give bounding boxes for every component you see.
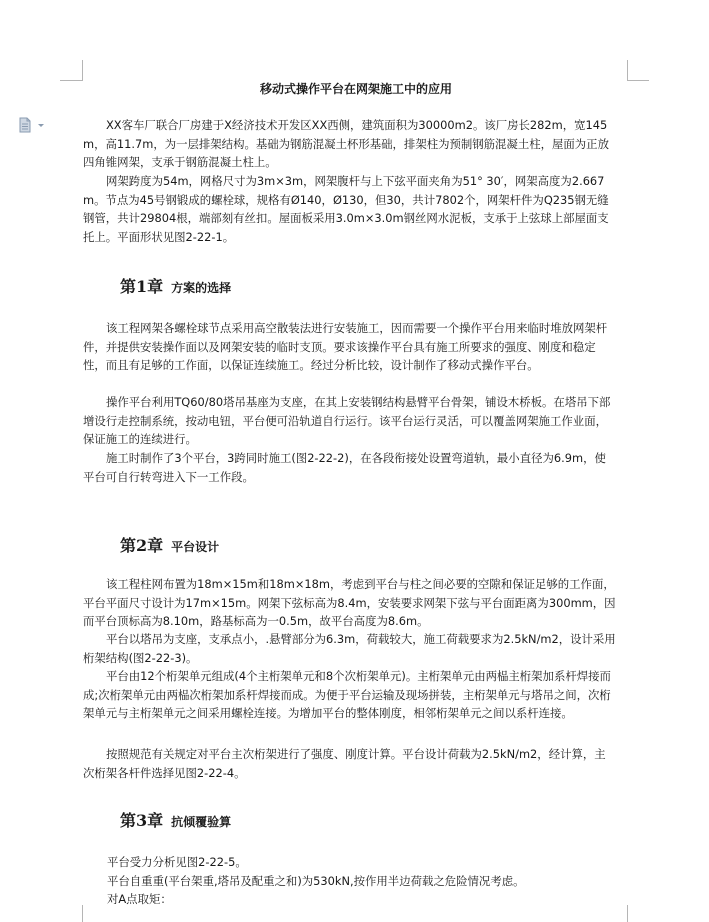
document-title: 移动式操作平台在网架施工中的应用 <box>259 82 452 96</box>
crop-mark-top-right-v <box>627 60 628 81</box>
chapter-number: 第1章 <box>120 277 164 296</box>
chapter-1-paragraph-2: 操作平台利用TQ60/80塔吊基座为支座，在其上安装钢结构悬臂平台骨架，铺设木桥板。在塔吊下部增设行走控制系统，按动电钮，平台便可沿轨道自行运行。该平台运行灵活，可以覆盖网架施工作业面，保证施工的连续进行。 <box>83 395 611 446</box>
crop-mark-top-left-v <box>82 60 83 81</box>
chapter-3-heading <box>120 808 231 831</box>
chapter-2-paragraph-3: 平台由12个桁架单元组成(4个主桁架单元和8个次桁架单元)。主桁架单元由两榀主桁架加系杆焊接而成;次桁架单元由两榀次桁架加系杆焊接而成。为便于平台运输及现场拼装，主桁架单元与塔吊之间，次桁架单元与主桁架单元之间采用螺栓连接。为增加平台的整体刚度，相邻桁架单元之间以系杆连接。 <box>83 669 611 720</box>
chapter-2-paragraph-1: 该工程柱网布置为18m×15m和18m×18m，考虑到平台与柱之间必要的空隙和保证足够的工作面，平台平面尺寸设计为17m×15m。网架下弦标高为8.4m，安装要求网架下弦与平台面距离为300mm，因而平台顶标高为8.10m，路基标高为一0.5m，故平台高度为8.6m。 <box>83 577 616 628</box>
chapter-3-paragraph-3: 对A点取矩： <box>107 892 172 906</box>
chapter-title: 方案的选择 <box>171 281 232 295</box>
intro-paragraph-2: 网架跨度为54m，网格尺寸为3m×3m，网架腹杆与上下弦平面夹角为51° 30′，网架高度为2.667m。节点为45号钢锻成的螺栓球，规格有Ø140，Ø130，但30，共计7802个，网架杆件为Q235钢无缝钢管，共计29804根，端部刻有丝扣。屋面板采用3.0m×3.0m钢丝网水泥板，支承于上弦球上部屋面支托上。平面形状见图2-22-1。 <box>83 174 609 244</box>
chapter-1-heading <box>120 274 231 297</box>
chevron-down-icon <box>38 124 44 127</box>
chapter-3-paragraph-2: 平台自重重(平台架重,塔吊及配重之和)为530kN,按作用半边荷载之危险情况考虑。 <box>107 874 525 888</box>
chapter-1-paragraph-3: 施工时制作了3个平台，3跨同时施工(图2-22-2)，在各段衔接处设置弯道轨，最小直径为6.9m，使平台可自行转弯进入下一工作段。 <box>83 451 606 484</box>
chapter-title: 平台设计 <box>171 540 220 554</box>
chapter-number: 第2章 <box>120 536 164 555</box>
intro-paragraph-1: XX客车厂联合厂房建于X经济技术开发区XX西侧，建筑面积为30000m2。该厂房长282m，宽145m，高11.7m，为一层排架结构。基础为钢筋混凝土杯形基础，排架柱为预制钢筋混凝土柱，屋面为正放四角锥网架，支承于钢筋混凝土柱上。 <box>83 118 609 169</box>
chapter-1-paragraph-1: 该工程网架各螺栓球节点采用高空散装法进行安装施工，因而需要一个操作平台用来临时堆放网架杆件，并提供安装操作面以及网架安装的临时支顶。要求该操作平台具有施工所要求的强度、刚度和稳定性，而且有足够的工作面，以保证连续施工。经过分析比较，设计制作了移动式操作平台。 <box>83 321 608 372</box>
chapter-2-heading <box>120 533 219 556</box>
document-icon <box>18 117 48 133</box>
chapter-2-paragraph-2: 平台以塔吊为支座，支承点小，.悬臂部分为6.3m，荷载较大，施工荷载要求为2.5kN/m2，设计采用桁架结构(图2-22-3)。 <box>83 632 616 665</box>
chapter-2-paragraph-4: 按照规范有关规定对平台主次桁架进行了强度、刚度计算。平台设计荷载为2.5kN/m2，经计算，主次桁架各杆件选择见图2-22-4。 <box>83 747 606 780</box>
chapter-title: 抗倾覆验算 <box>171 815 232 829</box>
chapter-number: 第3章 <box>120 811 164 830</box>
crop-mark-bottom-right-v <box>627 905 628 922</box>
chapter-3-paragraph-1: 平台受力分析见图2-22-5。 <box>107 855 247 869</box>
crop-mark-bottom-left-v <box>82 905 83 922</box>
document-outline-button[interactable] <box>18 117 48 133</box>
